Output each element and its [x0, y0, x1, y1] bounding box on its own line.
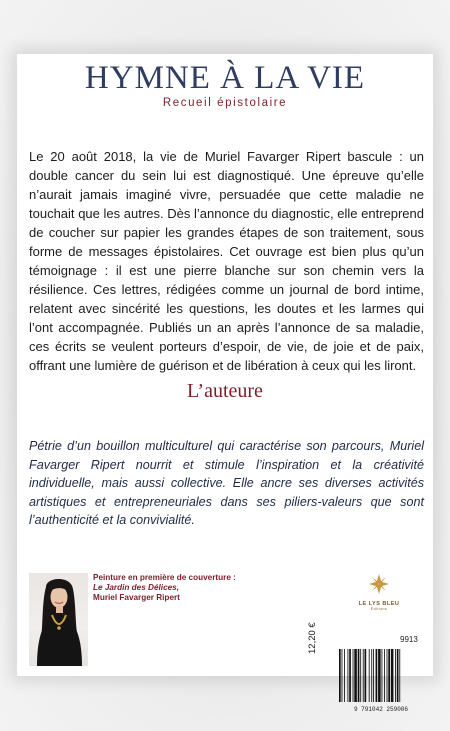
book-title: HYMNE À LA VIE — [84, 60, 366, 96]
barcode-bar — [339, 649, 341, 702]
back-cover — [17, 54, 433, 713]
barcode-bar — [354, 649, 357, 702]
barcode-bar — [348, 649, 349, 702]
price-label: 12,20 € — [307, 622, 318, 654]
lily-icon — [368, 573, 390, 595]
barcode-bar — [382, 649, 383, 702]
credit-line-2: Le Jardin des Délices, — [93, 583, 180, 592]
barcode-bar — [349, 649, 351, 702]
product-code: 9913 — [400, 635, 418, 644]
barcode-bar — [388, 649, 390, 702]
barcode-bar — [369, 649, 370, 702]
credit-line-1: Peinture en première de couverture : — [93, 573, 236, 582]
barcode-bar — [360, 649, 361, 702]
barcode-bar — [378, 649, 381, 702]
barcode-bar — [344, 649, 345, 702]
barcode-bar — [376, 649, 378, 702]
credit-line-3: Muriel Favarger Ripert — [93, 593, 180, 602]
publisher-logo — [354, 573, 404, 611]
author-bio: Pétrie d’un bouillon multiculturel qui caractérise son parcours, Muriel Favarger Ripert nourrit et stimule l’inspiration et la créativité individuelle, mais aussi collective. Elle ancre ses diverses activités artistiques et entrepreneuriales dans ses piliers-valeurs que sont l’authenticité et la convivialité. — [29, 439, 424, 527]
barcode-bar — [399, 649, 400, 702]
barcode-bar — [384, 649, 385, 702]
author-photo-image — [29, 573, 88, 666]
publisher-name: LE LYS BLEU — [358, 601, 400, 607]
publisher-sub: Éditions — [370, 607, 388, 611]
barcode-bar — [373, 649, 374, 702]
author-heading: L’auteure — [187, 380, 263, 402]
barcode-bar — [395, 649, 396, 702]
isbn-barcode — [337, 647, 425, 713]
barcode-bar — [365, 649, 367, 702]
barcode-bar — [342, 649, 343, 702]
author-portrait — [29, 573, 88, 666]
book-subtitle: Recueil épistolaire — [162, 97, 288, 109]
barcode-bar — [358, 649, 360, 702]
barcode-bar — [391, 649, 394, 702]
barcode-bar — [363, 649, 364, 702]
cover-credit — [93, 573, 263, 603]
isbn-digits: 9 791042 259006 — [353, 706, 409, 713]
barcode-bar — [387, 649, 388, 702]
barcode-bar — [371, 649, 372, 702]
barcode-bar — [397, 649, 399, 702]
synopsis-text: Le 20 août 2018, la vie de Muriel Favarger Ripert bascule : un double cancer du sein lui est diagnostiqué. Une épreuve qu’elle n’aurait jamais imaginé vivre, persuadée que cette maladie ne touchait que les autres. Dès l’annonce du diagnostic, elle entreprend de coucher sur papier les grandes étapes de son traitement, sous forme de messages épistolaires. Cet ouvrage est bien plus qu’un témoignage : il est une pierre blanche sur son chemin vers la résilience. Ces lettres, rédigées comme un journal de bord intime, relatent avec sincérité les questions, les doutes et les larmes qui l’ont accompagnée. Publiés un an après l’annonce de sa maladie, ces écrits se veulent porteurs d’espoir, de vie, de joie et de paix, offrant une lumière de guérison et de libération à ceux qui les liront. — [29, 149, 424, 373]
barcode-bar — [353, 649, 354, 702]
barcode-graphic — [337, 647, 425, 713]
